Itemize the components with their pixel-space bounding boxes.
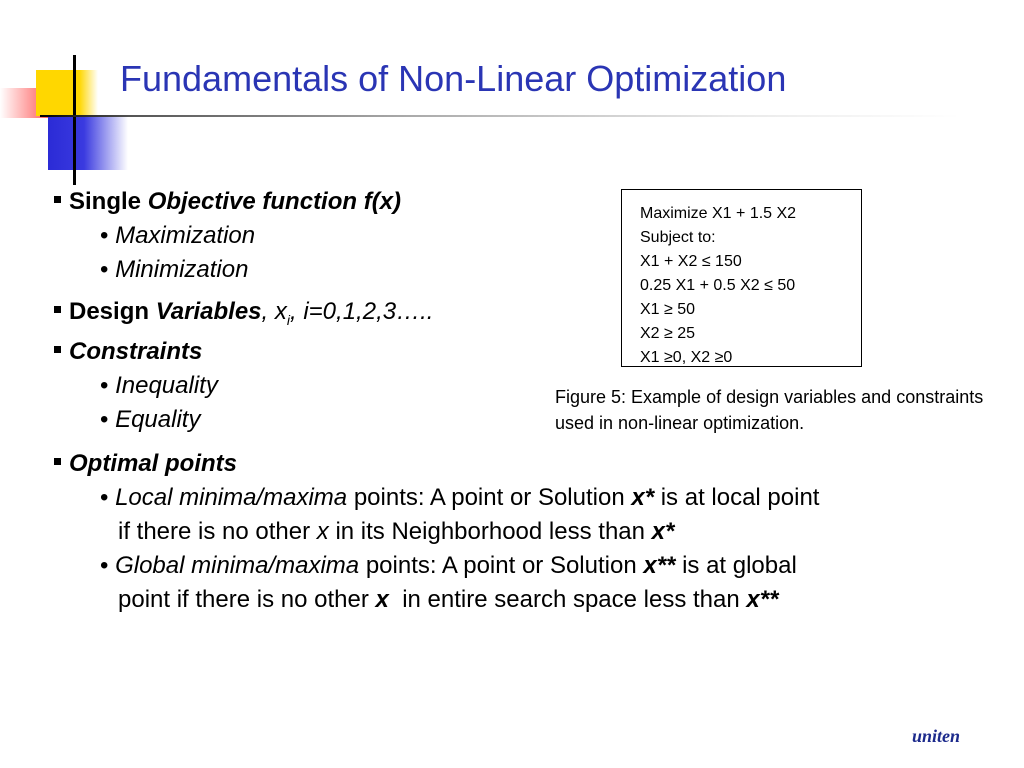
example-line: X2 ≥ 25 [640, 325, 696, 342]
sub-bullet-local: • Local minima/maxima points: A point or Solution x* is at local point [100, 484, 820, 511]
global-emph: Global minima/maxima [115, 552, 360, 579]
constraints-text: Constraints [69, 338, 203, 365]
local-line2var: x [316, 518, 329, 545]
equality-text: Equality [115, 406, 201, 433]
inequality-text: Inequality [115, 372, 218, 399]
uniten-logo: uniten [912, 726, 961, 746]
design-var: x [274, 298, 287, 325]
sub-bullet-global: • Global minima/maxima points: A point or Solution x** is at global [100, 552, 797, 579]
local-text2: is at local point [660, 484, 820, 511]
bullet-optimal [54, 450, 237, 478]
sub-bullet-minimization: • Minimization [100, 256, 249, 283]
local-text1: points: A point or Solution [353, 484, 625, 511]
objective-emph: Objective function f(x) [147, 188, 402, 215]
maximization-text: Maximization [115, 222, 256, 249]
design-sub: i [286, 311, 290, 328]
title-underline [40, 115, 960, 117]
design-range: , i=0,1,2,3….. [290, 298, 434, 325]
local-line2a: if there is no other [118, 518, 311, 545]
decor-blue-square [48, 116, 128, 170]
decor-yellow-square [36, 70, 98, 116]
global-line2sym: x** [746, 586, 779, 613]
bullet-objective [54, 188, 401, 216]
minimization-text: Minimization [115, 256, 249, 283]
optimal-text: Optimal points [69, 450, 237, 477]
global-line2b: in entire search space less than [402, 586, 740, 613]
example-line: X1 ≥0, X2 ≥0 [640, 349, 733, 366]
local-emph: Local minima/maxima [115, 484, 348, 511]
global-sym: x** [643, 552, 676, 579]
local-sym: x* [631, 484, 655, 511]
sub-bullet-maximization: • Maximization [100, 222, 256, 249]
bullet-design: Design Variables, $x_i$, i=0,1,2,3….. [54, 298, 433, 334]
bullet-constraints [54, 338, 202, 366]
sub-bullet-local-cont [118, 518, 674, 546]
local-line2b: in its Neighborhood less than [335, 518, 645, 545]
global-text2: is at global [682, 552, 797, 579]
example-line: 0.25 X1 + 0.5 X2 ≤ 50 [640, 277, 796, 294]
example-line: X1 ≥ 50 [640, 301, 696, 318]
example-line: Maximize X1 + 1.5 X2 [640, 205, 797, 222]
sub-bullet-equality: • Equality [100, 406, 201, 433]
square-bullet-icon [54, 196, 61, 203]
square-bullet-icon [54, 306, 61, 313]
example-problem-box [621, 189, 862, 367]
example-line: X1 + X2 ≤ 150 [640, 253, 742, 270]
figure-caption: Figure 5: Example of design variables and constraints used in non-linear optimization. [555, 387, 984, 433]
sub-bullet-global-cont [118, 586, 778, 614]
design-prefix: Design [69, 298, 150, 325]
square-bullet-icon [54, 458, 61, 465]
design-emph: Variables [155, 298, 262, 325]
example-line: Subject to: [640, 229, 716, 246]
global-line2a: point if there is no other [118, 586, 369, 613]
square-bullet-icon [54, 346, 61, 353]
slide-title: Fundamentals of Non-Linear Optimization [120, 58, 787, 99]
sub-bullet-inequality: • Inequality [100, 372, 218, 399]
global-line2var: x [375, 586, 389, 613]
decor-vertical-line [73, 55, 76, 185]
objective-prefix: Single [69, 188, 142, 215]
global-text1: points: A point or Solution [365, 552, 637, 579]
local-line2sym: x* [651, 518, 675, 545]
